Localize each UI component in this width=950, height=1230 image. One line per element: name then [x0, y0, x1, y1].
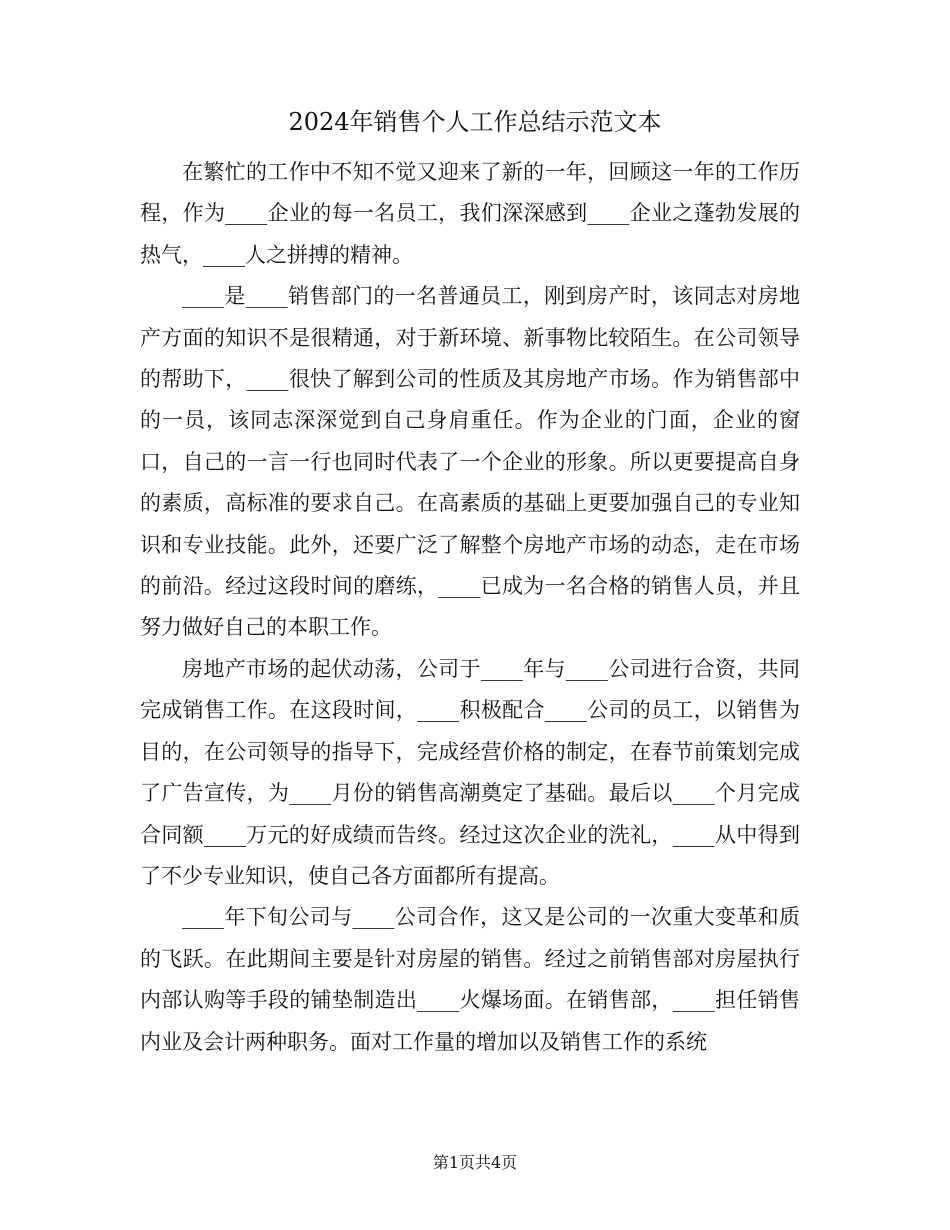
- paragraph: ____是____销售部门的一名普通员工，刚到房产时，该同志对房地产方面的知识不是很精通，对于新环境、新事物比较陌生。在公司领导的帮助下，____很快了解到公司的性质及其房地产市场。作为销售部中的一员，该同志深深觉到自己身肩重任。作为企业的门面，企业的窗口，自己的一言一行也同时代表了一个企业的形象。所以更要提高自身的素质，高标准的要求自己。在高素质的基础上更要加强自己的专业知识和专业技能。此外，还要广泛了解整个房地产市场的动态，走在市场的前沿。经过这段时间的磨练，____已成为一名合格的销售人员，并且努力做好自己的本职工作。: [140, 284, 800, 640]
- page-number: 第1页共4页: [432, 1153, 518, 1172]
- paragraph: 房地产市场的起伏动荡，公司于____年与____公司进行合资，共同完成销售工作。在这段时间，____积极配合____公司的员工，以销售为目的，在公司领导的指导下，完成经营价格的制定，在春节前策划完成了广告宣传，为____月份的销售高潮奠定了基础。最后以____个月完成合同额____万元的好成绩而告终。经过这次企业的洗礼，____从中得到了不少专业知识，使自己各方面都所有提高。: [140, 656, 800, 888]
- document-body: [140, 152, 800, 1063]
- document-title: 2024年销售个人工作总结示范文本: [288, 108, 662, 136]
- paragraph: ____年下旬公司与____公司合作，这又是公司的一次重大变革和质的飞跃。在此期间主要是针对房屋的销售。经过之前销售部对房屋执行内部认购等手段的铺垫制造出____火爆场面。在销售部，____担任销售内业及会计两种职务。面对工作量的增加以及销售工作的系统: [140, 905, 800, 1054]
- paragraph: 在繁忙的工作中不知不觉又迎来了新的一年，回顾这一年的工作历程，作为____企业的每一名员工，我们深深感到____企业之蓬勃发展的热气，____人之拼搏的精神。: [140, 160, 800, 267]
